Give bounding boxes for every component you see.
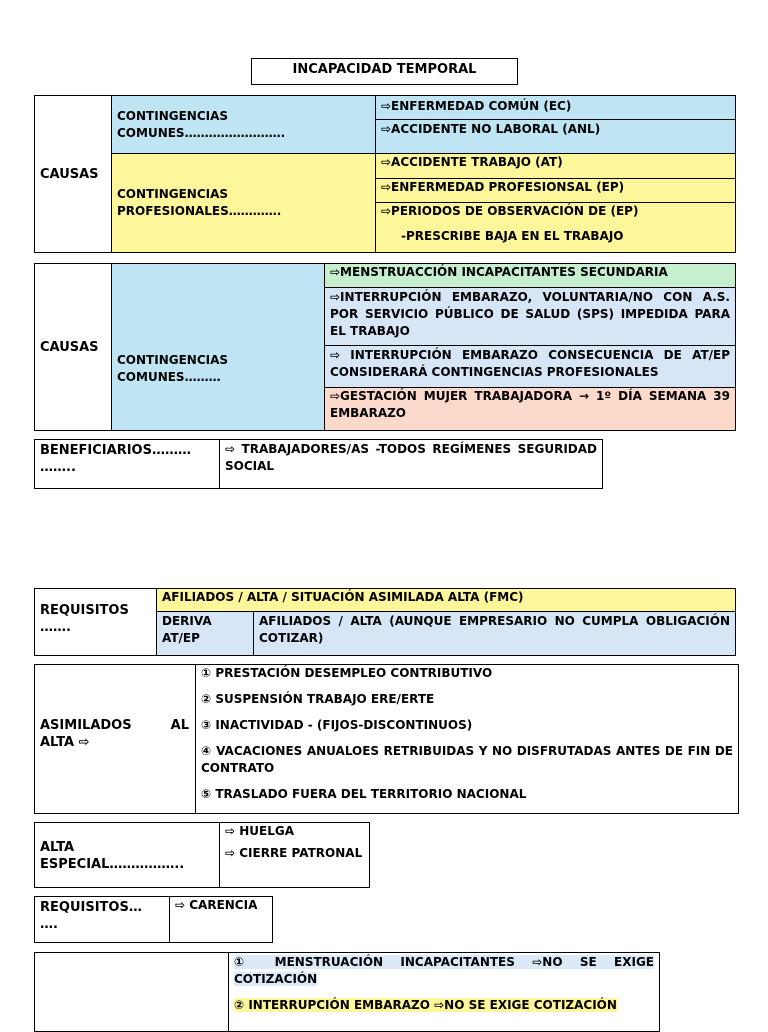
list-item: ⇨ENFERMEDAD COMÚN (EC) (375, 95, 736, 120)
list-item: ② SUSPENSIÓN TRABAJO ERE/ERTE (201, 692, 435, 706)
beneficiarios-value: ⇨ TRABAJADORES/AS -TODOS REGÍMENES SEGURIDAD SOCIAL (219, 439, 603, 489)
carencia-label-cell (34, 952, 229, 1032)
deriva-value: AFILIADOS / ALTA (AUNQUE EMPRESARIO NO CUMPLA OBLIGACIÓN COTIZAR) (253, 611, 736, 656)
list-item: ⇨GESTACIÓN MUJER TRABAJADORA → 1º DÍA SEMANA 39 EMBARAZO (324, 387, 736, 431)
deriva-label: DERIVA AT/EP (156, 611, 254, 656)
list-item: ③ INACTIVIDAD - (FIJOS-DISCONTINUOS) (201, 718, 473, 732)
list-item: ⇨ HUELGA (225, 824, 294, 838)
requisitos-label: REQUISITOS ……. (34, 588, 157, 656)
causas-label: CAUSAS (34, 95, 112, 253)
contingencias-comunes-label: CONTINGENCIAS COMUNES……………………. (111, 95, 376, 154)
page-title: INCAPACIDAD TEMPORAL (251, 58, 518, 85)
alta-especial-list (219, 822, 370, 888)
causas-label: CAUSAS (34, 263, 112, 431)
contingencias-profesionales-label: CONTINGENCIAS PROFESIONALES…………. (111, 153, 376, 253)
list-item: ⇨ CIERRE PATRONAL (225, 846, 363, 860)
list-item: ⇨INTERRUPCIÓN EMBARAZO, VOLUNTARIA/NO CON A.S. POR SERVICIO PÚBLICO DE SALUD (SPS) IMPEDIDA PARA EL TRABAJO (324, 287, 736, 346)
alta-especial-label: ALTA ESPECIAL…………….. (34, 822, 220, 888)
asimilados-list (195, 664, 739, 814)
requisitos-label: REQUISITOS… …. (34, 896, 170, 943)
list-item: ⇨MENSTRUACCIÓN INCAPACITANTES SECUNDARIA (324, 263, 736, 288)
list-item: ④ VACACIONES ANUALOES RETRIBUIDAS Y NO DISFRUTADAS ANTES DE FIN DE CONTRATO (201, 744, 733, 775)
contingencias-comunes-label: CONTINGENCIAS COMUNES……… (111, 263, 325, 431)
list-item: ① MENSTRUACIÓN INCAPACITANTES ⇨NO SE EXIGE COTIZACIÓN (234, 955, 654, 986)
beneficiarios-label: BENEFICIARIOS……… …….. (34, 439, 220, 489)
list-item: ⑤ TRASLADO FUERA DEL TERRITORIO NACIONAL (201, 787, 527, 801)
list-item: ⇨ENFERMEDAD PROFESIONSAL (EP) (375, 178, 736, 203)
asimilados-label: ASIMILADOS AL ALTA ⇨ (34, 664, 196, 814)
list-item: ⇨PERIODOS DE OBSERVACIÓN DE (EP) -PRESCRIBE BAJA EN EL TRABAJO (375, 202, 736, 253)
list-item: ① PRESTACIÓN DESEMPLEO CONTRIBUTIVO (201, 666, 493, 680)
list-item: ② INTERRUPCIÓN EMBARAZO ⇨NO SE EXIGE COTIZACIÓN (234, 998, 617, 1012)
carencia-value: ⇨ CARENCIA (169, 896, 273, 943)
carencia-list (228, 952, 660, 1032)
list-item: ⇨ACCIDENTE NO LABORAL (ANL) (375, 119, 736, 154)
list-item: ⇨ACCIDENTE TRABAJO (AT) (375, 153, 736, 179)
requisitos-header: AFILIADOS / ALTA / SITUACIÓN ASIMILADA ALTA (FMC) (156, 588, 736, 612)
list-item: ⇨ INTERRUPCIÓN EMBARAZO CONSECUENCIA DE AT/EP CONSIDERARÁ CONTINGENCIAS PROFESIONALES (324, 345, 736, 388)
